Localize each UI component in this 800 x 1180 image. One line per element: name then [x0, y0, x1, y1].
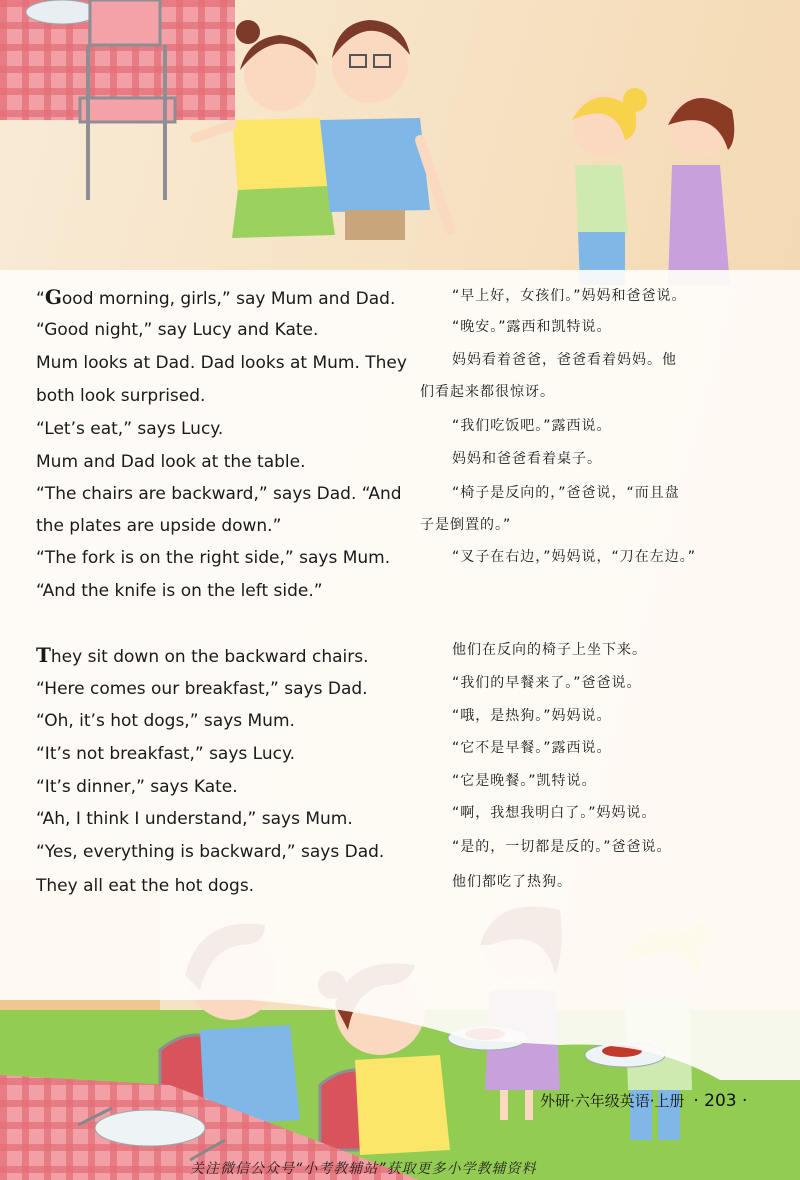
- english-line-5: “Let’s eat,” says Lucy.: [36, 419, 224, 439]
- drop-cap: T: [36, 643, 51, 667]
- english-line-3: Mum looks at Dad. Dad looks at Mum. They: [36, 353, 407, 373]
- drop-cap: G: [44, 285, 62, 309]
- english-line-15: “It’s dinner,” says Kate.: [36, 777, 238, 797]
- chinese-line-1: “早上好，女孩们。”妈妈和爸爸说。: [452, 288, 687, 304]
- chinese-line-8: 子是倒置的。”: [420, 517, 512, 533]
- chinese-line-6: 妈妈和爸爸看着桌子。: [452, 451, 602, 467]
- bottom-plate: [95, 1110, 205, 1146]
- english-line-13: “Oh, it’s hot dogs,” says Mum.: [36, 711, 295, 731]
- watermark: 关注微信公众号“小考教辅站”获取更多小学教辅资料: [190, 1161, 537, 1177]
- english-line-8: the plates are upside down.”: [36, 516, 282, 536]
- chinese-line-16: “是的，一切都是反的。”爸爸说。: [452, 839, 672, 855]
- chinese-line-4: 们看起来都很惊讶。: [420, 384, 555, 400]
- english-line-6: Mum and Dad look at the table.: [36, 452, 306, 472]
- english-line-17: “Yes, everything is backward,” says Dad.: [36, 842, 385, 862]
- page-number: · 203 ·: [693, 1091, 748, 1111]
- english-line-14: “It’s not breakfast,” says Lucy.: [36, 744, 295, 764]
- book-title: 外研·六年级英语·上册: [540, 1092, 685, 1110]
- english-line-16: “Ah, I think I understand,” says Mum.: [36, 809, 353, 829]
- english-line-1: “Good morning, girls,” say Mum and Dad.: [36, 285, 396, 309]
- chinese-line-5: “我们吃饭吧。”露西说。: [452, 418, 612, 434]
- chinese-line-15: “啊，我想我明白了。”妈妈说。: [452, 805, 657, 821]
- chinese-line-2: “晚安。”露西和凯特说。: [452, 319, 612, 335]
- english-line-4: both look surprised.: [36, 386, 206, 406]
- chinese-line-3: 妈妈看着爸爸，爸爸看着妈妈。他: [452, 352, 677, 368]
- chinese-line-17: 他们都吃了热狗。: [452, 874, 572, 890]
- english-line-11: They sit down on the backward chairs.: [36, 643, 369, 667]
- chinese-line-10: 他们在反向的椅子上坐下来。: [452, 642, 647, 658]
- chinese-line-14: “它是晚餐。”凯特说。: [452, 773, 597, 789]
- english-line-2: “Good night,” say Lucy and Kate.: [36, 320, 319, 340]
- chinese-line-7: “椅子是反向的，”爸爸说，“而且盘: [452, 485, 680, 501]
- open-quote: “: [36, 289, 45, 309]
- chinese-line-12: “哦，是热狗。”妈妈说。: [452, 708, 612, 724]
- english-line-7: “The chairs are backward,” says Dad. “And: [36, 484, 402, 504]
- chinese-line-13: “它不是早餐。”露西说。: [452, 740, 612, 756]
- english-line-9: “The fork is on the right side,” says Mum.: [36, 548, 391, 568]
- english-line-10: “And the knife is on the left side.”: [36, 581, 323, 601]
- chinese-line-11: “我们的早餐来了。”爸爸说。: [452, 675, 642, 691]
- chinese-line-9: “叉子在右边，”妈妈说，“刀在左边。”: [452, 549, 697, 565]
- top-plate: [26, 0, 98, 24]
- page-footer: [540, 1090, 747, 1111]
- english-line-18: They all eat the hot dogs.: [36, 876, 255, 896]
- english-line-12: “Here comes our breakfast,” says Dad.: [36, 679, 368, 699]
